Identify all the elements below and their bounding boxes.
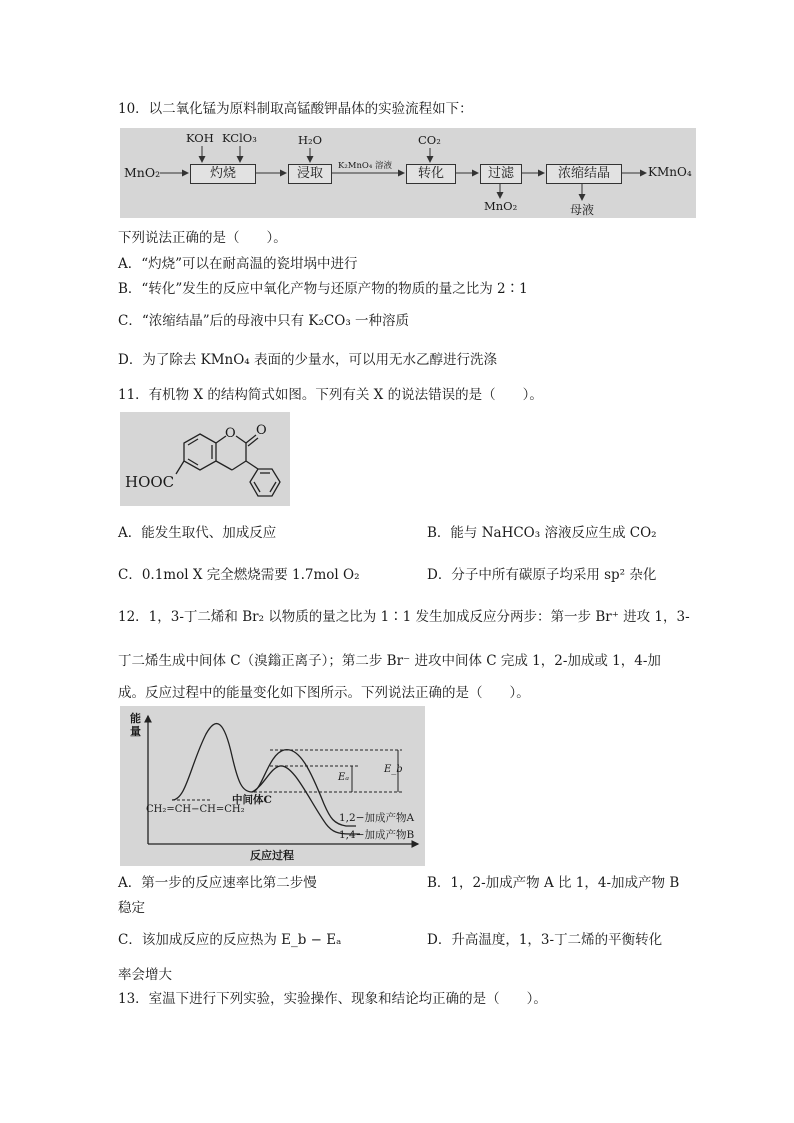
q10-prompt: 下列说法正确的是（ ）。 <box>118 230 287 246</box>
q10-stem: 10．以二氧化锰为原料制取高锰酸钾晶体的实验流程如下： <box>118 101 473 117</box>
eb-label: E_b <box>384 764 403 775</box>
q11-option-c: C．0.1mol X 完全燃烧需要 1.7mol O₂ <box>118 567 360 583</box>
flow-step-roast: 灼烧 <box>190 164 256 184</box>
q11-stem: 11．有机物 X 的结构简式如图。下列有关 X 的说法错误的是（ ）。 <box>118 387 543 403</box>
flow-step-leach: 浸取 <box>288 164 332 184</box>
flow-out-mno2: MnO₂ <box>484 199 518 213</box>
flow-out-mother-liquor: 母液 <box>570 203 595 217</box>
q10-flowchart <box>120 128 696 218</box>
flow-reagent-co2: CO₂ <box>418 133 441 147</box>
reactant-label: CH₂=CH−CH=CH₂ <box>146 804 245 815</box>
q11-option-d: D．分子中所有碳原子均采用 sp² 杂化 <box>427 567 657 583</box>
q12-stem-line1: 12．1，3-丁二烯和 Br₂ 以物质的量之比为 1∶1 发生加成反应分两步：第一步 Br⁺ 进攻 1，3- <box>118 609 690 625</box>
q10-option-d: D．为了除去 KMnO₄ 表面的少量水，可以用无水乙醇进行洗涤 <box>118 352 497 368</box>
q13-stem: 13．室温下进行下列实验，实验操作、现象和结论均正确的是（ ）。 <box>118 991 547 1007</box>
q12-option-b-line2: 稳定 <box>118 900 145 916</box>
ring-oxygen-label: O <box>225 426 236 441</box>
flow-reagent-water: H₂O <box>298 133 323 147</box>
product-a-label: 1,2−加成产物A <box>339 812 415 824</box>
q10-option-a: A．“灼烧”可以在耐高温的瓷坩埚中进行 <box>118 256 358 272</box>
flow-transfer-label: K₂MnO₄ 溶液 <box>338 161 393 171</box>
flow-step-crystallize: 浓缩结晶 <box>546 164 622 184</box>
y-axis-label: 能量 <box>130 712 141 738</box>
q11-structure-figure <box>120 412 290 506</box>
cooh-label: HOOC <box>125 473 175 491</box>
flow-end: KMnO₄ <box>648 165 692 179</box>
q12-option-c: C．该加成反应的反应热为 E_b − Eₐ <box>118 932 342 948</box>
flow-step-filter: 过滤 <box>480 164 522 184</box>
flow-start: MnO₂ <box>124 165 161 180</box>
flow-reagent-kclo3: KClO₃ <box>222 131 257 145</box>
q10-option-b: B．“转化”发生的反应中氧化产物与还原产物的物质的量之比为 2∶1 <box>118 281 528 297</box>
q12-option-b-line1: B．1，2-加成产物 A 比 1，4-加成产物 B <box>427 875 680 891</box>
q12-option-a: A．第一步的反应速率比第二步慢 <box>118 875 317 891</box>
q10-option-c: C．“浓缩结晶”后的母液中只有 K₂CO₃ 一种溶质 <box>118 313 410 329</box>
product-b-label: 1,4−加成产物B <box>339 829 415 841</box>
q12-stem-line2: 丁二烯生成中间体 C（溴鎓正离子）；第二步 Br⁻ 进攻中间体 C 完成 1，2-加成或 1，4-加 <box>118 653 661 669</box>
flow-reagent-koh: KOH <box>186 131 214 145</box>
x-axis-label: 反应过程 <box>250 849 294 862</box>
carbonyl-oxygen-label: O <box>256 423 267 438</box>
intermediate-label: 中间体C <box>232 794 272 806</box>
q11-option-a: A．能发生取代、加成反应 <box>118 525 277 541</box>
flow-step-convert: 转化 <box>406 164 456 184</box>
q12-option-d-line2: 率会增大 <box>118 967 172 983</box>
ea-label: Eₐ <box>338 772 350 783</box>
q11-option-b: B．能与 NaHCO₃ 溶液反应生成 CO₂ <box>427 525 657 541</box>
q12-energy-diagram <box>120 706 425 866</box>
q12-stem-line3: 成。反应过程中的能量变化如下图所示。下列说法正确的是（ ）。 <box>118 685 530 701</box>
q12-option-d-line1: D．升高温度，1，3-丁二烯的平衡转化 <box>427 932 663 948</box>
energy-curve <box>120 706 425 866</box>
